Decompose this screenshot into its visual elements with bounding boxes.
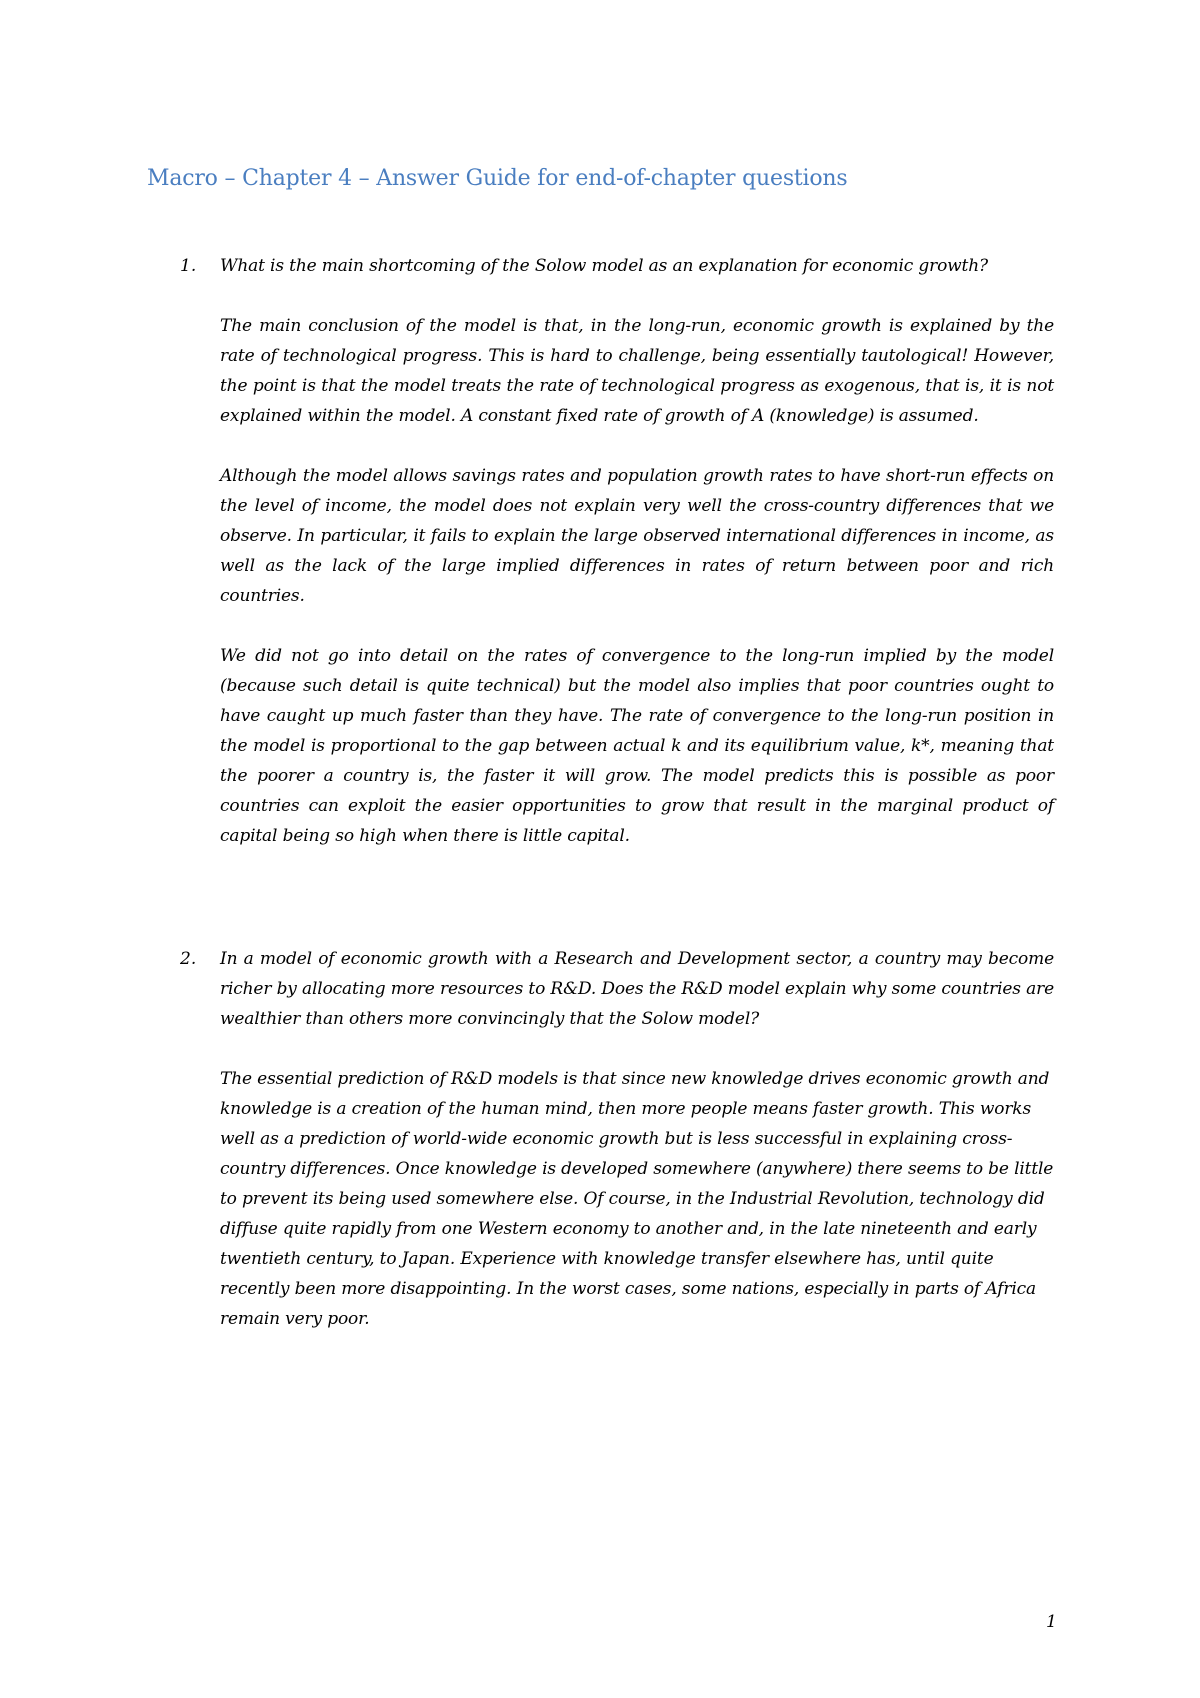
- question-body: [220, 251, 1054, 851]
- question-number: 1.: [180, 256, 197, 276]
- answer-paragraph: The main conclusion of the model is that, in the long-run, economic growth is explained by the rate of technological progress. This is hard to challenge, being essentially tautological! However, the point is that the model treats the rate of technological progress as exogenous, that is, it is not explained within the model. A constant fixed rate of growth of A (knowledge) is assumed.: [220, 316, 1054, 426]
- answer-paragraph: Although the model allows savings rates and population growth rates to have short-run effects on the level of income, the model does not explain very well the cross-country differences that we observe. In particular, it fails to explain the large observed international differences in income, as well as the lack of the large implied differences in rates of return between poor and rich countries.: [220, 466, 1054, 606]
- answer-paragraph: The essential prediction of R&D models is that since new knowledge drives economic growth and knowledge is a creation of the human mind, then more people means faster growth. This works well as a prediction of world-wide economic growth but is less successful in explaining cross-country differences. Once knowledge is developed somewhere (anywhere) there seems to be little to prevent its being used somewhere else. Of course, in the Industrial Revolution, technology did diffuse quite rapidly from one Western economy to another and, in the late nineteenth and early twentieth century, to Japan. Experience with knowledge transfer elsewhere has, until quite recently been more disappointing. In the worst cases, some nations, especially in parts of Africa remain very poor.: [220, 1069, 1054, 1329]
- question-text: What is the main shortcoming of the Solow model as an explanation for economic growth?: [220, 256, 989, 276]
- question-text: In a model of economic growth with a Research and Development sector, a country may become richer by allocating more resources to R&D. Does the R&D model explain why some countries are wealthier than others more convincingly that the Solow model?: [220, 949, 1054, 1029]
- page-title: Macro – Chapter 4 – Answer Guide for end-of-chapter questions: [147, 166, 848, 191]
- question-2: [180, 944, 1060, 1334]
- answer-paragraph: We did not go into detail on the rates of convergence to the long-run implied by the model (because such detail is quite technical) but the model also implies that poor countries ought to have caught up much faster than they have. The rate of convergence to the long-run position in the model is proportional to the gap between actual k and its equilibrium value, k*, meaning that the poorer a country is, the faster it will grow. The model predicts this is possible as poor countries can exploit the easier opportunities to grow that result in the marginal product of capital being so high when there is little capital.: [220, 646, 1054, 846]
- page-number: 1: [1046, 1612, 1057, 1632]
- question-number: 2.: [180, 949, 197, 969]
- question-body: [220, 944, 1054, 1334]
- question-1: [180, 251, 1060, 851]
